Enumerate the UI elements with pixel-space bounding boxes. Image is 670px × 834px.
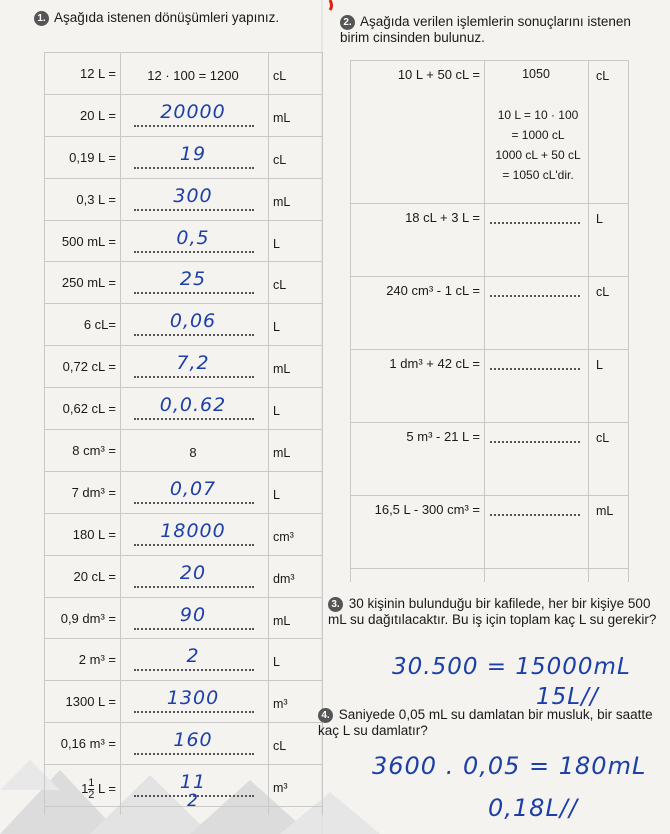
- conversion-row: [44, 221, 322, 263]
- row-expression: 12 L =: [79, 66, 116, 81]
- operation-unit: cL: [596, 285, 610, 299]
- row-unit: mL: [273, 613, 291, 628]
- row-answer-field[interactable]: [124, 561, 262, 590]
- handwritten-answer: 0,07: [169, 477, 217, 500]
- handwritten-answer: 90: [179, 603, 207, 626]
- table2-border-right: [628, 60, 629, 582]
- q4-handwritten-line-2: 0,18L//: [488, 794, 578, 822]
- conversion-row: [44, 598, 322, 640]
- row-expression: 7 dm³ =: [71, 484, 116, 500]
- operation-row: [350, 496, 628, 569]
- q2-heading: [340, 14, 640, 46]
- row-answer-field[interactable]: [124, 477, 262, 506]
- mixed-fraction: [88, 778, 94, 801]
- handwritten-answer: 20000: [160, 100, 226, 123]
- operation-expression: 1 dm³ + 42 cL =: [389, 356, 480, 371]
- operation-expression: 18 cL + 3 L =: [405, 210, 480, 225]
- row-unit: mL: [273, 362, 291, 377]
- explanation-line: = 1000 cL: [511, 128, 565, 142]
- row-expression: 20 L =: [79, 107, 116, 123]
- row-unit: L: [273, 320, 280, 335]
- row-answer-field[interactable]: [124, 142, 262, 171]
- explanation-line: = 1050 cL'dir.: [502, 168, 574, 182]
- handwritten-answer: 18000: [160, 519, 226, 542]
- handwritten-answer: 0,06: [169, 310, 217, 333]
- fraction-numerator: 1: [88, 777, 95, 790]
- mixed-whole: 1: [81, 781, 89, 797]
- q4-number-badge: 4.: [318, 708, 333, 723]
- row-expression: 0,62 cL =: [62, 401, 116, 417]
- table1-divider-1: [120, 52, 121, 815]
- operation-answer: 1050: [522, 67, 550, 81]
- operation-row: [350, 204, 628, 277]
- operation-row: [350, 423, 628, 496]
- handwritten-answer-denominator: 2: [187, 791, 199, 812]
- answer-dotted-line: [134, 502, 254, 504]
- row-answer-field[interactable]: [124, 731, 262, 757]
- handwritten-answer: 0,5: [176, 226, 210, 249]
- operation-unit: L: [596, 212, 603, 226]
- row-unit: L: [273, 236, 280, 251]
- conversion-row: [44, 53, 322, 95]
- conversion-row: [44, 723, 322, 765]
- row-unit: cL: [273, 739, 287, 754]
- row-unit: cL: [273, 152, 287, 167]
- answer-dotted-line: [134, 334, 254, 336]
- q3-number-badge: 3.: [328, 597, 343, 612]
- answer-dotted-line: [134, 586, 254, 588]
- conversion-row: [44, 346, 322, 388]
- row-expression: 500 mL =: [61, 233, 116, 249]
- row-expression: 8 cm³ =: [72, 443, 116, 459]
- answer-dotted-line: [134, 795, 254, 797]
- handwritten-answer: 1300: [166, 687, 220, 710]
- conversion-row: [44, 639, 322, 681]
- printed-answer: 8: [189, 445, 197, 461]
- conversion-row: [44, 430, 322, 472]
- q2-title: Aşağıda verilen işlemlerin sonuçlarını istenen birim cinsinden bulunuz.: [340, 14, 631, 45]
- handwritten-answer: 7,2: [176, 352, 210, 375]
- row-answer-field[interactable]: [124, 647, 262, 673]
- answer-dotted-line: [134, 753, 254, 755]
- fraction-denominator: 2: [88, 789, 95, 802]
- q3-handwritten-line-2: 15L//: [536, 684, 599, 710]
- conversion-row: [44, 304, 322, 346]
- row-answer-field[interactable]: [124, 689, 262, 715]
- q4-text: Saniyede 0,05 mL su damlatan bir musluk, bir saatte kaç L su damlatır?: [318, 707, 653, 738]
- row-unit: mL: [273, 194, 291, 209]
- operations-table: [350, 60, 628, 569]
- q4-heading: [318, 707, 658, 739]
- row-expression: 1300 L =: [65, 694, 116, 710]
- row-answer-field[interactable]: [124, 396, 262, 422]
- conversion-row: [44, 262, 322, 304]
- row-expression: 6 cL=: [83, 317, 116, 333]
- answer-dotted-line: [134, 167, 254, 169]
- operation-expression: 5 m³ - 21 L =: [406, 429, 480, 444]
- row-unit: cL: [273, 69, 287, 83]
- printed-answer: 12 · 100 = 1200: [147, 68, 239, 83]
- answer-dotted-line: [134, 628, 254, 630]
- conversion-row: [44, 765, 322, 812]
- conversion-row: [44, 681, 322, 723]
- handwritten-answer: 300: [173, 184, 213, 207]
- q1-title: Aşağıda istenen dönüşümleri yapınız.: [54, 10, 280, 25]
- row-expression: 0,19 L =: [69, 149, 116, 165]
- q1-heading: [34, 10, 279, 26]
- operation-unit: mL: [596, 504, 614, 518]
- row-unit: L: [273, 487, 280, 502]
- handwritten-answer: 0,0.62: [159, 394, 227, 417]
- conversion-row: [44, 137, 322, 179]
- answer-blank[interactable]: [490, 368, 580, 370]
- handwritten-answer: 160: [173, 729, 213, 752]
- answer-dotted-line: [134, 669, 254, 671]
- row-expression: 20 cL =: [73, 568, 116, 584]
- handwritten-answer: 19: [179, 142, 207, 165]
- answer-dotted-line: [134, 125, 254, 127]
- operation-row: [350, 350, 628, 423]
- operation-row: [350, 277, 628, 350]
- operation-expression: 10 L + 50 cL =: [397, 67, 480, 82]
- row-unit: mL: [273, 446, 291, 461]
- table1-divider-2: [268, 52, 269, 815]
- operation-unit: cL: [596, 69, 610, 83]
- handwritten-answer: 2: [186, 645, 200, 668]
- answer-dotted-line: [134, 376, 254, 378]
- handwritten-answer: 25: [179, 268, 207, 291]
- conversion-row: [44, 179, 322, 221]
- answer-blank[interactable]: [490, 514, 580, 516]
- answer-blank[interactable]: [490, 222, 580, 224]
- q3-text: 30 kişinin bulunduğu bir kafilede, her bir kişiye 500 mL su dağıtılacaktır. Bu iş için toplam kaç L su gerekir?: [328, 596, 657, 627]
- handwritten-answer: 11: [179, 771, 207, 794]
- table2-divider-2: [588, 60, 589, 582]
- explanation-line: 1000 cL + 50 cL: [495, 148, 581, 162]
- row-answer-field[interactable]: [124, 603, 262, 632]
- q1-number-badge: 1.: [34, 11, 49, 26]
- row-answer-field[interactable]: [124, 100, 262, 129]
- answer-blank[interactable]: [490, 295, 580, 297]
- row-unit: L: [273, 655, 280, 670]
- handwritten-answer: 20: [179, 561, 207, 584]
- row-expression: [44, 778, 116, 801]
- explanation-line: 10 L = 10 · 100: [497, 108, 579, 122]
- operation-unit: L: [596, 358, 603, 372]
- q3-handwritten-line-1: 30.500 = 15000mL: [392, 654, 631, 680]
- table2-border-left: [350, 60, 351, 582]
- row-unit: cm³: [273, 529, 294, 544]
- row-expression: 250 mL =: [61, 275, 116, 291]
- table1-border-right: [322, 52, 323, 815]
- mixed-eq: L =: [98, 781, 116, 797]
- row-answer-field[interactable]: [124, 519, 262, 548]
- conversion-row: [44, 556, 322, 598]
- table2-divider-1: [484, 60, 485, 582]
- row-answer-field[interactable]: [124, 438, 262, 464]
- row-answer-field[interactable]: [124, 270, 262, 296]
- operation-row: [350, 60, 628, 204]
- answer-dotted-line: [134, 251, 254, 253]
- conversion-row: [44, 95, 322, 137]
- answer-dotted-line: [134, 711, 254, 713]
- q3-heading: [328, 596, 658, 628]
- q2-number-badge: 2.: [340, 15, 355, 30]
- answer-dotted-line: [134, 209, 254, 211]
- row-expression: 0,16 m³ =: [60, 736, 116, 752]
- conversion-row: [44, 388, 322, 430]
- row-expression: 0,9 dm³ =: [60, 610, 116, 626]
- row-unit: cL: [273, 278, 287, 293]
- answer-blank[interactable]: [490, 441, 580, 443]
- row-unit: m³: [273, 781, 288, 796]
- row-unit: L: [273, 404, 280, 419]
- row-answer-field[interactable]: [124, 312, 262, 338]
- row-answer-field[interactable]: [124, 184, 262, 213]
- row-unit: dm³: [273, 571, 295, 586]
- row-answer-field[interactable]: [124, 61, 262, 87]
- conversion-row: [44, 514, 322, 556]
- row-answer-field[interactable]: [124, 226, 262, 255]
- row-unit: mL: [273, 110, 291, 125]
- row-expression: 0,72 cL =: [62, 359, 116, 375]
- q4-handwritten-line-1: 3600 . 0,05 = 180mL: [372, 752, 647, 780]
- operation-expression: 240 cm³ - 1 cL =: [386, 283, 480, 298]
- conversion-table: [44, 52, 322, 812]
- row-expression: 2 m³ =: [78, 652, 116, 668]
- row-unit: m³: [273, 697, 288, 712]
- operation-expression: 16,5 L - 300 cm³ =: [374, 502, 480, 517]
- answer-dotted-line: [134, 292, 254, 294]
- table1-border-left: [44, 52, 45, 815]
- operation-unit: cL: [596, 431, 610, 445]
- answer-dotted-line: [134, 544, 254, 546]
- row-answer-field[interactable]: [124, 771, 262, 812]
- answer-dotted-line: [134, 418, 254, 420]
- row-answer-field[interactable]: [124, 354, 262, 380]
- conversion-row: [44, 472, 322, 514]
- row-expression: 180 L =: [72, 526, 116, 542]
- row-expression: 0,3 L =: [76, 191, 116, 207]
- worked-explanation: [486, 105, 590, 185]
